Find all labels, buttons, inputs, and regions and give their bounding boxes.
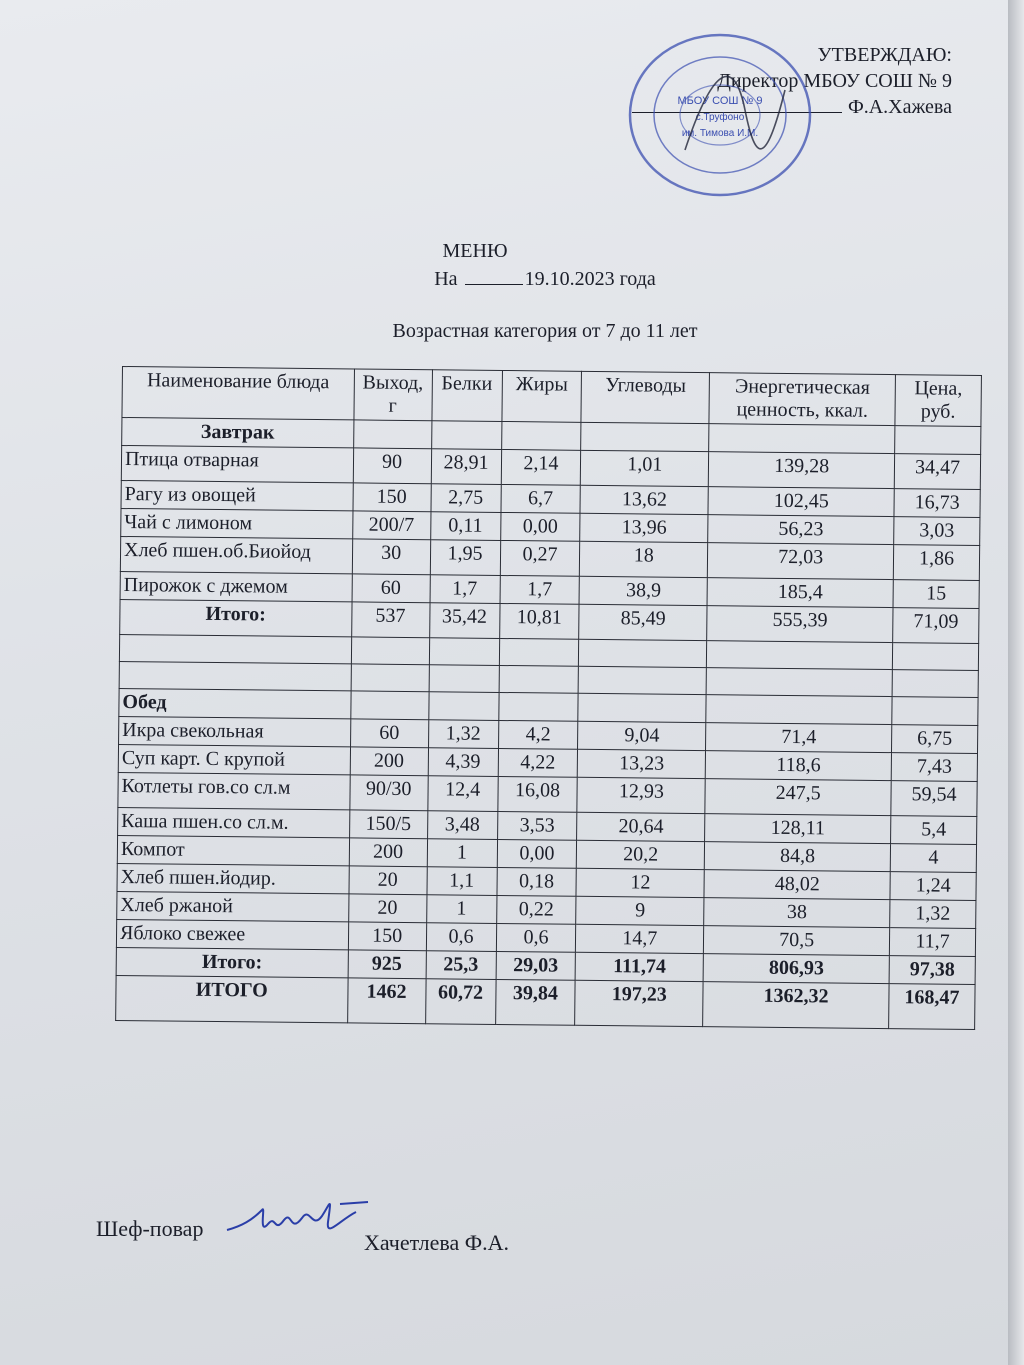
grand-total-label: ИТОГО — [116, 975, 348, 1022]
dish-protein: 1,1 — [427, 867, 497, 896]
dish-energy: 139,28 — [709, 452, 895, 489]
empty-cell — [119, 634, 351, 663]
col-header-fat: Жиры — [501, 370, 581, 422]
dish-protein: 1,95 — [430, 540, 500, 576]
dish-energy: 102,45 — [708, 487, 894, 517]
dish-fat: 2,14 — [501, 449, 581, 485]
dish-protein: 0,11 — [430, 512, 500, 541]
date-blank — [465, 284, 523, 285]
dish-price: 11,7 — [889, 928, 975, 957]
dish-price: 3,03 — [894, 517, 980, 546]
dish-fat: 16,08 — [497, 776, 577, 812]
empty-cell — [350, 691, 428, 720]
dish-fat: 0,6 — [496, 923, 576, 952]
subtotal-price: 71,09 — [893, 608, 979, 644]
dish-carbs: 13,96 — [580, 513, 708, 542]
subtotal-protein: 35,42 — [429, 603, 499, 639]
empty-cell — [579, 639, 707, 667]
dish-carbs: 18 — [580, 541, 708, 577]
dish-price: 59,54 — [891, 781, 977, 817]
dish-yield: 200/7 — [352, 511, 430, 540]
empty-cell — [581, 422, 709, 451]
empty-cell — [892, 697, 978, 726]
approval-name: Ф.А.Хажева — [847, 96, 952, 118]
empty-cell — [892, 643, 978, 671]
dish-price: 1,24 — [890, 872, 976, 901]
empty-cell — [351, 637, 429, 665]
menu-date-line — [40, 268, 1024, 291]
dish-name: Хлеб пшен.об.Биойод — [120, 536, 352, 573]
dish-yield: 20 — [349, 866, 427, 895]
paper-edge — [1008, 0, 1024, 1365]
col-header-name: Наименование блюда — [122, 367, 354, 420]
empty-cell — [895, 426, 981, 455]
dish-fat: 3,53 — [497, 811, 577, 840]
subtotal-carbs: 111,74 — [576, 952, 704, 981]
chef-name: Хачетлева Ф.А. — [364, 1230, 510, 1255]
empty-cell — [706, 695, 892, 725]
dish-energy: 185,4 — [707, 578, 893, 608]
dish-carbs: 13,23 — [578, 749, 706, 778]
empty-cell — [351, 664, 429, 692]
empty-cell — [431, 421, 501, 450]
dish-yield: 60 — [352, 574, 430, 603]
dish-name: Котлеты гов.со сл.м — [118, 772, 350, 809]
dish-price: 1,86 — [893, 545, 979, 581]
dish-price: 16,73 — [894, 489, 980, 518]
date-prefix: На — [434, 268, 458, 290]
menu-table — [115, 366, 982, 1030]
round-stamp-seal — [625, 30, 815, 200]
dish-name: Пирожок с джемом — [120, 571, 352, 601]
dish-fat: 0,00 — [497, 839, 577, 868]
stamp-text-1: МБОУ СОШ № 9 — [677, 95, 763, 107]
dish-name: Хлеб ржаной — [117, 891, 349, 921]
empty-cell — [892, 670, 978, 698]
dish-carbs: 9,04 — [578, 721, 706, 750]
dish-price: 15 — [893, 580, 979, 609]
empty-cell — [429, 638, 499, 666]
empty-cell — [353, 420, 431, 449]
dish-fat: 4,22 — [498, 748, 578, 777]
grand-total-price: 168,47 — [889, 984, 975, 1030]
grand-total-yield: 1462 — [347, 978, 425, 1024]
dish-price: 7,43 — [891, 753, 977, 782]
dish-fat: 0,18 — [496, 867, 576, 896]
stamp-text-2: с.Труфоно — [695, 112, 745, 123]
dish-yield: 200 — [349, 838, 427, 867]
age-category: Возрастная категория от 7 до 11 лет — [392, 320, 698, 342]
grand-total-energy: 1362,32 — [703, 982, 889, 1029]
subtotal-yield: 925 — [348, 950, 426, 979]
dish-carbs: 12 — [576, 868, 704, 897]
subtotal-fat: 29,03 — [496, 951, 576, 980]
dish-fat: 4,2 — [498, 720, 578, 749]
dish-price: 4 — [890, 844, 976, 873]
dish-price: 1,32 — [890, 900, 976, 929]
col-header-energy: Энергетическая ценность, ккал. — [709, 373, 895, 426]
subtotal-label: Итого: — [120, 599, 352, 636]
dish-protein: 0,6 — [426, 923, 496, 952]
empty-cell — [578, 693, 706, 722]
dish-yield: 90/30 — [349, 775, 427, 811]
footer-signature-block — [96, 1216, 510, 1255]
section-label-lunch: Обед — [119, 688, 351, 718]
dish-name: Суп карт. С крупой — [118, 744, 350, 774]
dish-name: Чай с лимоном — [121, 508, 353, 538]
dish-price: 6,75 — [892, 725, 978, 754]
approval-title: УТВЕРЖДАЮ: — [817, 44, 952, 66]
dish-energy: 48,02 — [704, 870, 890, 900]
dish-yield: 150/5 — [349, 810, 427, 839]
subtotal-fat: 10,81 — [499, 603, 579, 639]
dish-energy: 38 — [704, 898, 890, 928]
dish-yield: 60 — [350, 719, 428, 748]
subtotal-label: Итого: — [116, 947, 348, 977]
dish-carbs: 13,62 — [580, 485, 708, 514]
subtotal-carbs: 85,49 — [579, 604, 707, 640]
document-title: МЕНЮ — [442, 240, 508, 262]
empty-cell — [709, 424, 895, 454]
dish-energy: 84,8 — [705, 842, 891, 872]
dish-protein: 1,32 — [428, 720, 498, 749]
dish-protein: 12,4 — [427, 776, 497, 812]
menu-date: 19.10.2023 года — [524, 268, 656, 290]
dish-energy: 118,6 — [705, 751, 891, 781]
dish-energy: 72,03 — [708, 543, 894, 580]
empty-cell — [501, 421, 581, 450]
dish-energy: 56,23 — [708, 515, 894, 545]
empty-cell — [428, 692, 498, 721]
empty-cell — [498, 692, 578, 721]
col-header-price: Цена, руб. — [895, 375, 981, 427]
dish-yield: 150 — [348, 922, 426, 951]
section-label-breakfast: Завтрак — [122, 418, 354, 448]
dish-carbs: 14,7 — [576, 924, 704, 953]
dish-fat: 0,27 — [500, 540, 580, 576]
grand-total-protein: 60,72 — [425, 979, 495, 1025]
dish-price: 34,47 — [894, 454, 980, 490]
dish-protein: 1 — [427, 839, 497, 868]
dish-name: Яблоко свежее — [116, 919, 348, 949]
subtotal-energy: 806,93 — [703, 954, 889, 984]
dish-carbs: 1,01 — [581, 450, 709, 486]
dish-fat: 6,7 — [501, 484, 581, 513]
grand-total-fat: 39,84 — [495, 979, 575, 1025]
col-header-carbs: Углеводы — [581, 371, 709, 423]
dish-carbs: 20,64 — [577, 812, 705, 841]
dish-name: Рагу из овощей — [121, 480, 353, 510]
col-header-protein: Белки — [432, 370, 502, 422]
dish-energy: 128,11 — [705, 814, 891, 844]
dish-yield: 30 — [352, 539, 430, 575]
approval-director: Директор МБОУ СОШ № 9 — [717, 70, 952, 92]
chef-label: Шеф-повар — [96, 1216, 204, 1241]
dish-name: Компот — [117, 835, 349, 865]
dish-name: Икра свекольная — [119, 716, 351, 746]
dish-yield: 200 — [350, 747, 428, 776]
dish-name: Птица отварная — [121, 446, 353, 483]
grand-total-carbs: 197,23 — [575, 980, 703, 1026]
dish-fat: 1,7 — [500, 575, 580, 604]
dish-protein: 4,39 — [428, 748, 498, 777]
dish-energy: 70,5 — [704, 926, 890, 956]
dish-carbs: 20,2 — [577, 840, 705, 869]
chef-signature — [222, 1190, 372, 1250]
subtotal-yield: 537 — [351, 602, 429, 638]
dish-fat: 0,22 — [496, 895, 576, 924]
stamp-text-3: им. Тимова И.М. — [681, 128, 759, 139]
dish-yield: 150 — [353, 483, 431, 512]
empty-cell — [499, 665, 579, 693]
subtotal-energy: 555,39 — [707, 606, 893, 643]
table-header-row — [122, 367, 981, 427]
dish-name: Хлеб пшен.йодир. — [117, 863, 349, 893]
dish-fat: 0,00 — [500, 512, 580, 541]
dish-protein: 2,75 — [431, 484, 501, 513]
grand-total-row — [116, 975, 975, 1029]
dish-carbs: 38,9 — [579, 576, 707, 605]
empty-cell — [119, 661, 351, 690]
dish-yield: 20 — [348, 894, 426, 923]
dish-name: Каша пшен.со сл.м. — [118, 807, 350, 837]
subtotal-protein: 25,3 — [426, 951, 496, 980]
col-header-yield: Выход, г — [354, 369, 432, 421]
empty-cell — [429, 665, 499, 693]
empty-cell — [707, 641, 893, 670]
dish-protein: 28,91 — [431, 449, 501, 485]
empty-cell — [706, 668, 892, 697]
dish-energy: 247,5 — [705, 779, 891, 816]
dish-yield: 90 — [353, 448, 431, 484]
dish-carbs: 9 — [576, 896, 704, 925]
dish-protein: 1,7 — [430, 575, 500, 604]
dish-protein: 3,48 — [427, 811, 497, 840]
dish-price: 5,4 — [891, 816, 977, 845]
empty-cell — [579, 666, 707, 694]
dish-protein: 1 — [426, 895, 496, 924]
dish-energy: 71,4 — [706, 723, 892, 753]
subtotal-price: 97,38 — [889, 956, 975, 985]
dish-carbs: 12,93 — [577, 777, 705, 813]
empty-cell — [499, 638, 579, 666]
